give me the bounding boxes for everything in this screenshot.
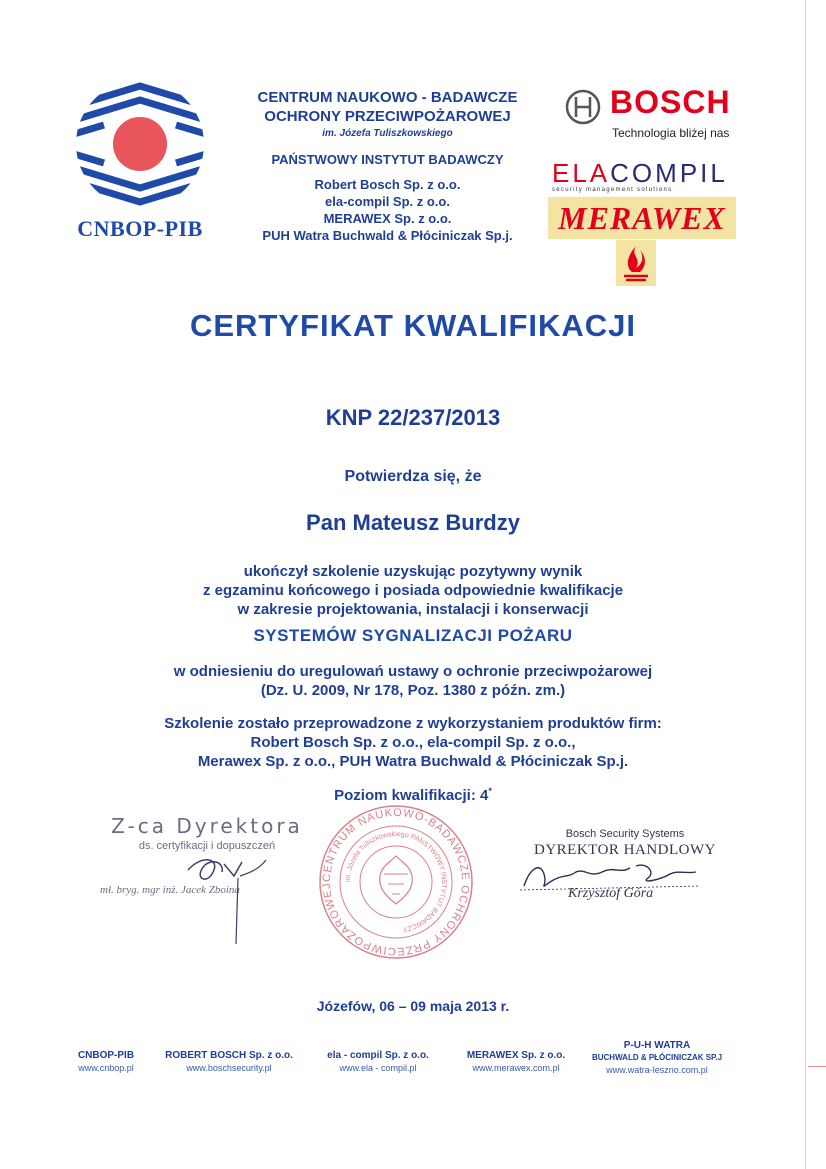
footer-partner-name: MERAWEX Sp. z o.o. — [466, 1050, 566, 1061]
partner-item: ela-compil Sp. z o.o. — [325, 194, 450, 209]
footer-partner — [154, 1050, 304, 1074]
official-seal-icon — [318, 804, 474, 960]
compil-wordmark-part: COMPIL — [610, 158, 728, 188]
flame-icon — [616, 240, 656, 286]
products-line: Szkolenie zostało przeprowadzone z wykorzystaniem produktów firm: — [164, 715, 662, 732]
certificate-title: CERTYFIKAT KWALIFIKACJI — [189, 308, 637, 343]
qualification-scope: SYSTEMÓW SYGNALIZACJI POŻARU — [253, 626, 573, 645]
ela-wordmark-part: ELA — [552, 158, 611, 188]
statement-line: w zakresie projektowania, instalacji i konserwacji — [237, 601, 589, 618]
qualification-level — [0, 786, 826, 804]
merawex-logo — [548, 197, 736, 239]
bosch-tagline: Technologia bliżej nas — [612, 126, 730, 140]
footer-partner — [318, 1050, 438, 1074]
merawex-wordmark: MERAWEX — [558, 200, 726, 236]
footer-partner-name: ela - compil Sp. z o.o. — [327, 1050, 429, 1061]
level-label: Poziom kwalifikacji: 4 — [334, 787, 489, 804]
legal-basis — [0, 662, 826, 700]
training-statement — [0, 562, 826, 619]
footer-partner-url[interactable]: www.watra-leszno.com.pl — [606, 1065, 708, 1075]
footer-partner-url[interactable]: www.cnbop.pl — [78, 1063, 134, 1073]
footer-partner-name: ROBERT BOSCH Sp. z o.o. — [165, 1050, 293, 1061]
place-and-date: Józefów, 06 – 09 maja 2013 r. — [316, 998, 510, 1014]
footer-partner-name: CNBOP-PIB — [77, 1050, 135, 1061]
ela-compil-tagline: security management solutions — [552, 187, 673, 193]
footer-partner-name: BUCHWALD & PŁÓCINICZAK SP.J — [591, 1053, 723, 1062]
certificate-number: KNP 22/237/2013 — [325, 405, 501, 430]
ela-compil-logo — [552, 158, 742, 193]
left-signer-title: Z-ca Dyrektora — [111, 814, 303, 838]
confirmation-text: Potwierdza się, że — [344, 468, 482, 485]
handwritten-signature-icon — [92, 814, 322, 954]
holder-name: Pan Mateusz Burdzy — [306, 510, 520, 535]
ela-compil-wordmark — [552, 158, 742, 189]
legal-line: w odniesieniu do uregulowań ustawy o ochronie przeciwpożarowej — [173, 663, 653, 680]
org-patron: im. Józefa Tuliszkowskiego — [322, 128, 453, 139]
statement-line: ukończył szkolenie uzyskując pozytywny wynik — [243, 563, 583, 580]
products-line: Merawex Sp. z o.o., PUH Watra Buchwald & Płóciniczak Sp.j. — [197, 753, 629, 770]
products-line: Robert Bosch Sp. z o.o., ela-compil Sp. z o.o., — [250, 734, 576, 751]
handwritten-signature-icon — [510, 828, 740, 918]
right-signer-title: DYREKTOR HANDLOWY — [534, 842, 716, 858]
bosch-armature-icon — [564, 88, 602, 126]
org-name-line1: CENTRUM NAUKOWO - BADAWCZE — [257, 89, 518, 106]
right-signature-block — [510, 828, 740, 901]
scan-edge-line — [805, 0, 806, 1169]
footer-partner-url[interactable]: www.merawex.com.pl — [472, 1063, 560, 1073]
svg-text:im. Józefa Tuliszkowskiego PAŃ: im. Józefa Tuliszkowskiego PAŃSTWOWY INSTYTUT BADAWCZY — [344, 830, 448, 933]
partner-item: Robert Bosch Sp. z o.o. — [314, 177, 461, 192]
cnbop-emblem-icon — [74, 78, 206, 210]
partner-item: PUH Watra Buchwald & Płóciniczak Sp.j. — [262, 228, 513, 243]
partner-item: MERAWEX Sp. z o.o. — [323, 211, 452, 226]
right-signer-name: Krzysztof Góra — [568, 886, 654, 901]
footer-partner — [456, 1050, 576, 1074]
left-signer-subtitle: ds. certyfikacji i dopuszczeń — [138, 840, 276, 852]
statement-line: z egzaminu końcowego i posiada odpowiednie kwalifikacje — [202, 582, 624, 599]
org-name-line2: OCHRONY PRZECIWPOŻAROWEJ — [264, 108, 511, 125]
partner-list — [220, 176, 555, 244]
scan-edge-mark — [808, 1066, 826, 1067]
bosch-wordmark: BOSCH — [610, 84, 731, 120]
left-signature-block — [92, 814, 322, 896]
cnbop-logo — [70, 78, 210, 242]
footer-partner-url[interactable]: www.ela - compil.pl — [339, 1063, 417, 1073]
legal-line: (Dz. U. 2009, Nr 178, Poz. 1380 z późn. zm.) — [260, 682, 566, 699]
footer-partner-url[interactable]: www.boschsecurity.pl — [186, 1063, 272, 1073]
organization-header — [220, 88, 555, 244]
footer-partner — [66, 1050, 146, 1074]
training-products — [0, 714, 826, 771]
footer-partner-name-line1: P-U-H WATRA — [623, 1040, 691, 1051]
watra-logo — [616, 240, 656, 286]
footer-partner — [584, 1040, 730, 1076]
cnbop-logo-text: CNBOP-PIB — [77, 216, 203, 241]
level-footnote-mark: * — [488, 786, 492, 796]
org-institute: PAŃSTWOWY INSTYTUT BADAWCZY — [271, 152, 504, 167]
left-signer-name: mł. bryg. mgr inż. Jacek Zboina — [100, 884, 240, 896]
svg-text:CENTRUM NAUKOWO-BADAWCZE OCHRO: CENTRUM NAUKOWO-BADAWCZE OCHRONY PRZECIWPOŻAROWEJ — [320, 806, 472, 958]
right-signer-company: Bosch Security Systems — [565, 828, 685, 840]
